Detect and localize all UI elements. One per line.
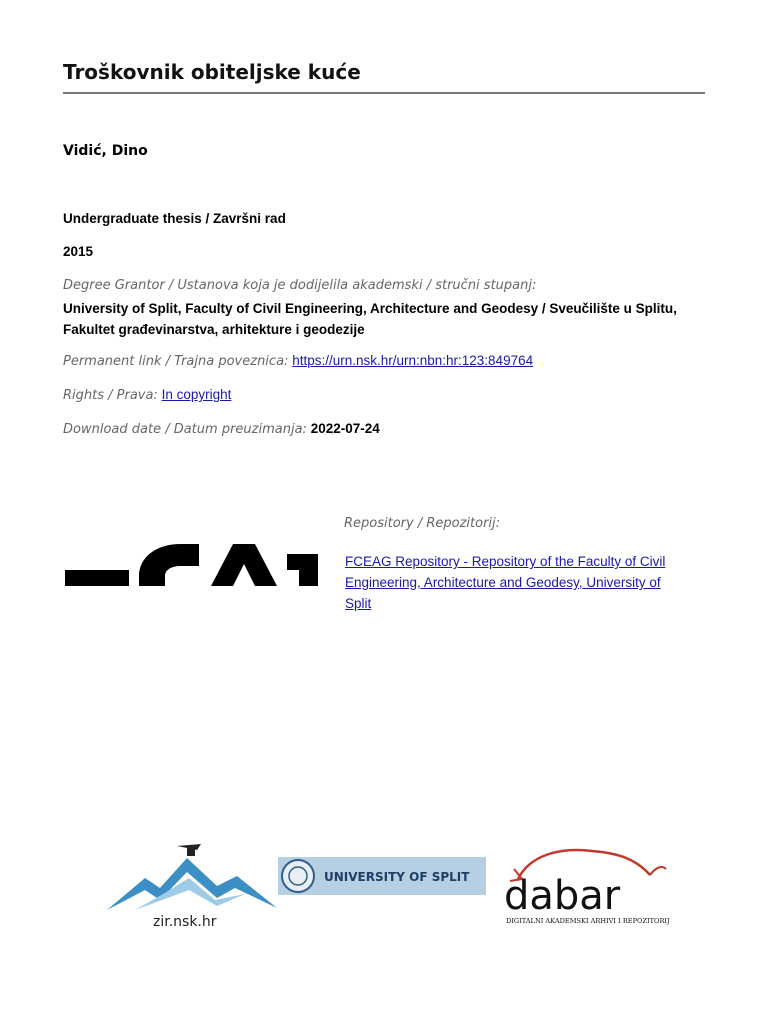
download-date-value: 2022-07-24 xyxy=(310,421,380,436)
rights-link[interactable]: In copyright xyxy=(161,387,232,402)
permanent-link-label: Permanent link / Trajna poveznica: xyxy=(63,354,289,369)
download-date-row xyxy=(63,421,380,437)
degree-grantor-value: University of Split, Faculty of Civil Engineering, Architecture and Geodesy / Sveučilište u Splitu, Fakultet građevinarstva, arhitekture i geodezije xyxy=(63,301,677,337)
fceag-logo xyxy=(63,540,323,604)
repository-link-wrap xyxy=(345,551,675,614)
zir-logo xyxy=(105,838,285,937)
dabar-text: dabar xyxy=(504,873,621,919)
document-title: Troškovnik obiteljske kuće xyxy=(63,60,361,84)
permanent-link[interactable]: https://urn.nsk.hr/urn:nbn:hr:123:849764 xyxy=(292,353,534,368)
dabar-subtitle: DIGITALNI AKADEMSKI ARHIVI I REPOZITORIJI xyxy=(506,917,670,925)
dabar-logo xyxy=(500,845,670,931)
repository-label-row xyxy=(344,515,500,531)
university-text: UNIVERSITY OF SPLIT xyxy=(324,870,470,884)
title-divider xyxy=(63,92,705,94)
repository-link[interactable]: FCEAG Repository - Repository of the Faculty of Civil Engineering, Architecture and Geodesy, University of Split xyxy=(345,554,666,611)
rights-label: Rights / Prava: xyxy=(63,388,158,403)
author-name: Vidić, Dino xyxy=(63,143,148,159)
university-of-split-logo xyxy=(278,857,486,899)
degree-grantor-label: Degree Grantor / Ustanova koja je dodijelila akademski / stručni stupanj: xyxy=(63,278,537,293)
thesis-type: Undergraduate thesis / Završni rad xyxy=(63,211,286,226)
year: 2015 xyxy=(63,244,94,259)
degree-grantor-row xyxy=(63,277,536,293)
permanent-link-row xyxy=(63,353,533,369)
rights-row xyxy=(63,387,231,403)
download-date-label: Download date / Datum preuzimanja: xyxy=(63,422,307,437)
repository-label: Repository / Repozitorij: xyxy=(344,516,501,531)
zir-text: zir.nsk.hr xyxy=(153,914,217,930)
